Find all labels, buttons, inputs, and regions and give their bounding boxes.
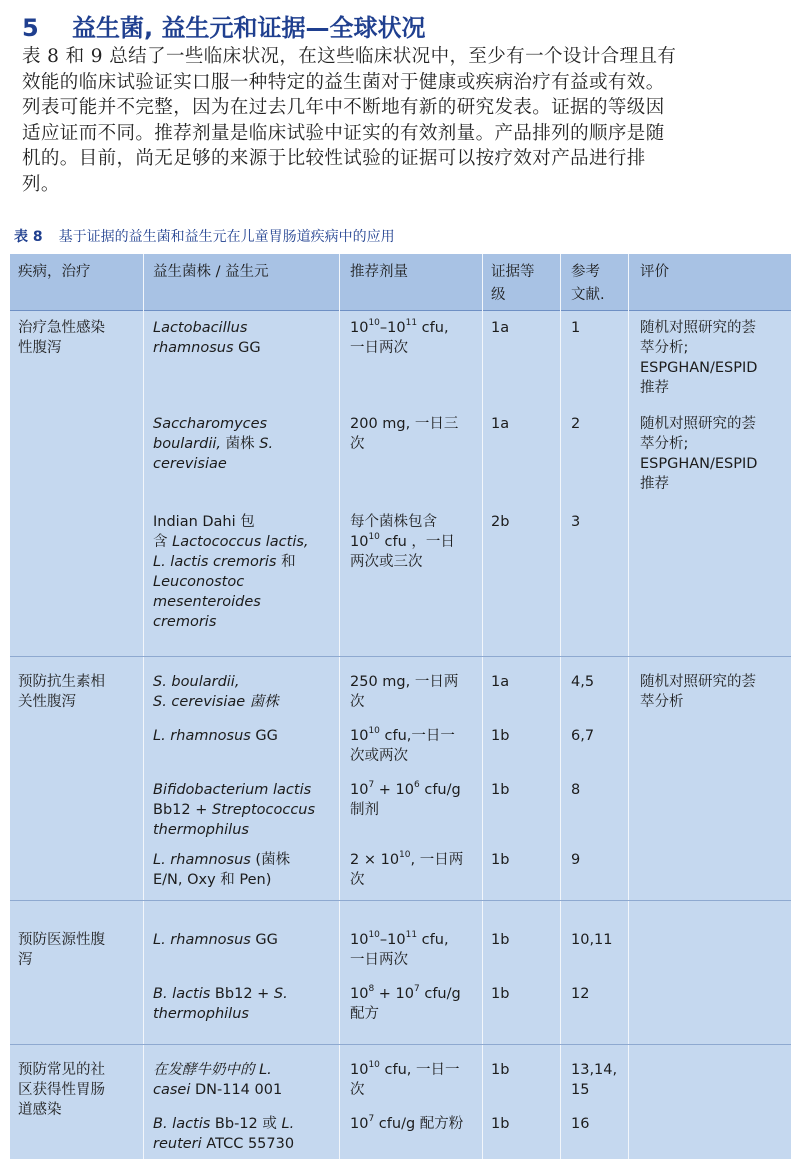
group-separator xyxy=(10,656,791,657)
dose-cell: $10^7$ cfu/g 配方粉 xyxy=(350,1114,464,1132)
comment-cell: 随机对照研究的荟 萃分析 xyxy=(640,674,756,710)
header-evidence: 证据等 级 xyxy=(491,264,535,303)
reference-cell: 8 xyxy=(571,782,581,798)
intro-line: 机的。目前，尚无足够的来源于比较性试验的证据可以按疗效对产品进行排 xyxy=(22,148,646,169)
header-reference: 参考 文献. xyxy=(571,264,605,303)
dose-cell: 250 mg, 一日两 次 xyxy=(350,674,459,710)
header-disease: 疾病，治疗 xyxy=(18,264,91,280)
table-caption-label: 表 8 xyxy=(14,229,43,245)
strain-cell: Indian Dahi 包 含 Lactococcus lactis, L. lactis cremoris 和 Leuconostoc mesenteroides cremoris xyxy=(153,514,309,630)
header-strain: 益生菌株 / 益生元 xyxy=(153,264,269,280)
comment-cell: 随机对照研究的荟 萃分析; ESPGHAN/ESPID 推荐 xyxy=(640,320,758,396)
evidence-cell: 2b xyxy=(491,514,510,530)
section-number: 5 xyxy=(22,14,39,42)
reference-cell: 2 xyxy=(571,416,581,432)
intro-line: 表 8 和 9 总结了一些临床状况，在这些临床状况中，至少有一个设计合理且有 xyxy=(22,46,677,67)
section-heading xyxy=(22,8,425,43)
section-title: 益生菌, 益生元和证据—全球状况 xyxy=(72,14,426,42)
evidence-cell: 1a xyxy=(491,320,510,336)
group-separator xyxy=(10,1044,791,1045)
table-caption-text: 基于证据的益生菌和益生元在儿童胃肠道疾病中的应用 xyxy=(58,229,395,245)
reference-cell: 9 xyxy=(571,852,581,868)
intro-paragraph xyxy=(22,44,780,197)
strain-cell: Saccharomyces boulardii, 菌株 S. cerevisiae xyxy=(153,416,274,472)
dose-cell: 200 mg, 一日三 次 xyxy=(350,416,459,452)
intro-line: 列。 xyxy=(22,173,60,195)
reference-cell: 3 xyxy=(571,514,581,530)
intro-line: 效能的临床试验证实口服一种特定的益生菌对于健康或疾病治疗有益或有效。 xyxy=(22,71,665,93)
reference-cell: 12 xyxy=(571,986,590,1002)
intro-line: 列表可能并不完整，因为在过去几年中不断地有新的研究发表。证据的等级因 xyxy=(22,97,665,118)
column-divider xyxy=(482,254,483,1159)
reference-cell: 16 xyxy=(571,1116,590,1132)
group-separator xyxy=(10,900,791,901)
group-name: 治疗急性感染 性腹泻 xyxy=(18,320,105,356)
strain-cell: Lactobacillus rhamnosus GG xyxy=(153,320,261,356)
evidence-cell: 1b xyxy=(491,986,510,1002)
reference-cell: 4,5 xyxy=(571,674,595,690)
strain-cell: L. rhamnosus GG xyxy=(153,932,278,948)
strain-cell: 在发酵牛奶中的 L. casei DN-114 001 xyxy=(153,1062,283,1098)
evidence-table xyxy=(10,254,791,1159)
dose-cell: $10^{10}-10^{11}$ cfu, 一日两次 xyxy=(350,930,449,968)
header-comment: 评价 xyxy=(640,264,669,280)
table-caption xyxy=(14,226,395,246)
evidence-cell: 1b xyxy=(491,852,510,868)
strain-cell: S. boulardii, S. cerevisiae 菌株 xyxy=(153,674,279,710)
evidence-cell: 1a xyxy=(491,416,510,432)
evidence-cell: 1a xyxy=(491,674,510,690)
column-divider xyxy=(143,254,144,1159)
dose-cell: $10^{10}-10^{11}$ cfu, 一日两次 xyxy=(350,318,449,356)
dose-cell: $10^7 + 10^6$ cfu/g 制剂 xyxy=(350,780,461,818)
strain-cell: Bifidobacterium lactis Bb12 + Streptococcus thermophilus xyxy=(153,782,316,838)
dose-cell: $2 \times 10^{10}$, 一日两 次 xyxy=(350,850,464,888)
reference-cell: 13,14, 15 xyxy=(571,1062,618,1098)
dose-cell: $10^{10}$ cfu,一日一 次或两次 xyxy=(350,726,455,764)
group-name: 预防抗生素相 关性腹泻 xyxy=(18,674,105,710)
dose-cell: $10^8 + 10^7$ cfu/g 配方 xyxy=(350,984,461,1022)
column-divider xyxy=(339,254,340,1159)
evidence-cell: 1b xyxy=(491,1116,510,1132)
comment-cell: 随机对照研究的荟 萃分析; ESPGHAN/ESPID 推荐 xyxy=(640,416,758,492)
reference-cell: 10,11 xyxy=(571,932,613,948)
group-name: 预防常见的社 区获得性胃肠 道感染 xyxy=(18,1062,105,1118)
dose-cell: $10^{10}$ cfu, 一日一 次 xyxy=(350,1060,460,1098)
evidence-cell: 1b xyxy=(491,728,510,744)
reference-cell: 6,7 xyxy=(571,728,595,744)
evidence-cell: 1b xyxy=(491,1062,510,1078)
evidence-cell: 1b xyxy=(491,782,510,798)
column-divider xyxy=(628,254,629,1159)
strain-cell: B. lactis Bb12 + S. thermophilus xyxy=(153,986,288,1022)
strain-cell: L. rhamnosus (菌株 E/N, Oxy 和 Pen) xyxy=(153,852,291,888)
column-divider xyxy=(560,254,561,1159)
evidence-cell: 1b xyxy=(491,932,510,948)
strain-cell: L. rhamnosus GG xyxy=(153,728,278,744)
reference-cell: 1 xyxy=(571,320,581,336)
strain-cell: B. lactis Bb-12 或 L. reuteri ATCC 55730 xyxy=(153,1116,295,1152)
intro-line: 适应证而不同。推荐剂量是临床试验中证实的有效剂量。产品排列的顺序是随 xyxy=(22,122,665,144)
header-dose: 推荐剂量 xyxy=(350,264,408,280)
dose-cell: 每个菌株包含 $10^{10}$ cfu ，一日 两次或三次 xyxy=(350,514,455,570)
group-name: 预防医源性腹 泻 xyxy=(18,932,105,968)
